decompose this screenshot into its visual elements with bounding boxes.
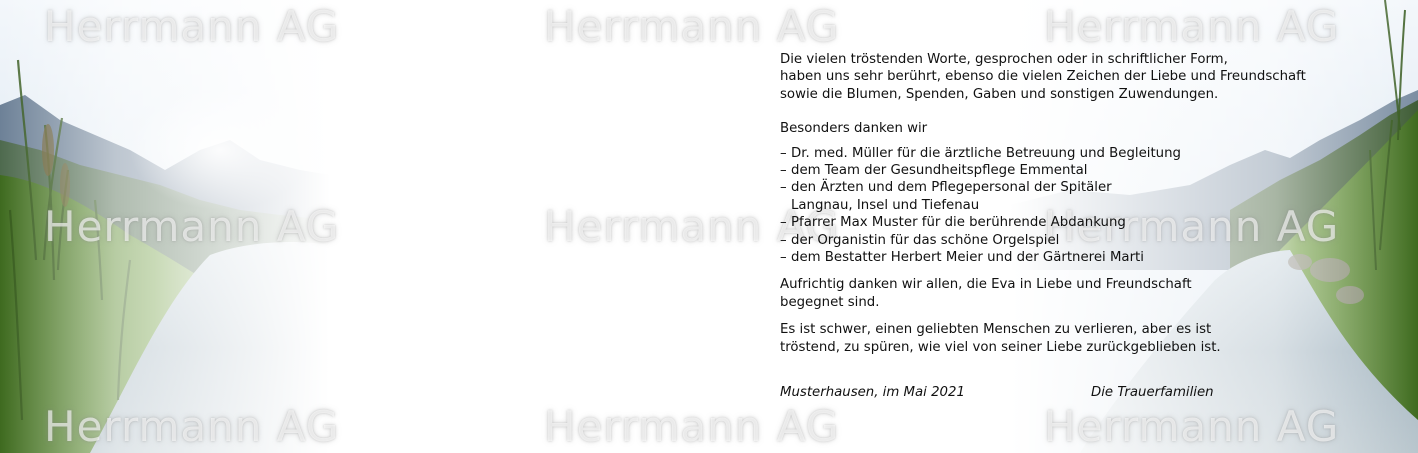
list-item: – der Organistin für das schöne Orgelspiel [780,232,1340,249]
thank-you-message [780,51,1340,356]
list-item: – Pfarrer Max Muster für die berührende Abdankung [780,214,1340,231]
watermark: Herrmann AG [44,402,340,451]
watermark: Herrmann AG [44,2,340,51]
watermark: Herrmann AG [544,202,840,251]
list-item: – dem Team der Gesundheitspflege Emmental [780,162,1340,179]
watermark: Herrmann AG [544,2,840,51]
watermark: Herrmann AG [44,202,340,251]
intro-paragraph: Die vielen tröstenden Worte, gesprochen oder in schriftlicher Form, haben uns sehr berührt, ebenso die vielen Zeichen der Liebe und Freundschaft sowie die Blumen, Spenden, Gaben und sonstigen Zuwendungen. [780,52,1306,102]
thanks-list [780,145,1340,267]
signature: Die Trauerfamilien [1091,385,1214,400]
watermark: Herrmann AG [1044,202,1340,251]
watermark: Herrmann AG [1044,402,1340,451]
watermark: Herrmann AG [1044,2,1340,51]
thanks-heading: Besonders danken wir [780,121,928,137]
place-date: Musterhausen, im Mai 2021 [780,385,965,400]
closing-paragraph: Es ist schwer, einen geliebten Menschen zu verlieren, aber es ist tröstend, zu spüren, wie viel von seiner Liebe zurückgeblieben ist. [780,322,1221,355]
gratitude-paragraph: Aufrichtig danken wir allen, die Eva in Liebe und Freundschaft begegnet sind. [780,277,1192,310]
list-item: – Dr. med. Müller für die ärztliche Betreuung und Begleitung [780,145,1340,162]
list-item-continuation: Langnau, Insel und Tiefenau [791,197,980,213]
list-item: – den Ärzten und dem Pflegepersonal der Spitäler Langnau, Insel und Tiefenau [780,179,1340,214]
list-item: – dem Bestatter Herbert Meier und der Gärtnerei Marti [780,249,1340,266]
watermark: Herrmann AG [544,402,840,451]
